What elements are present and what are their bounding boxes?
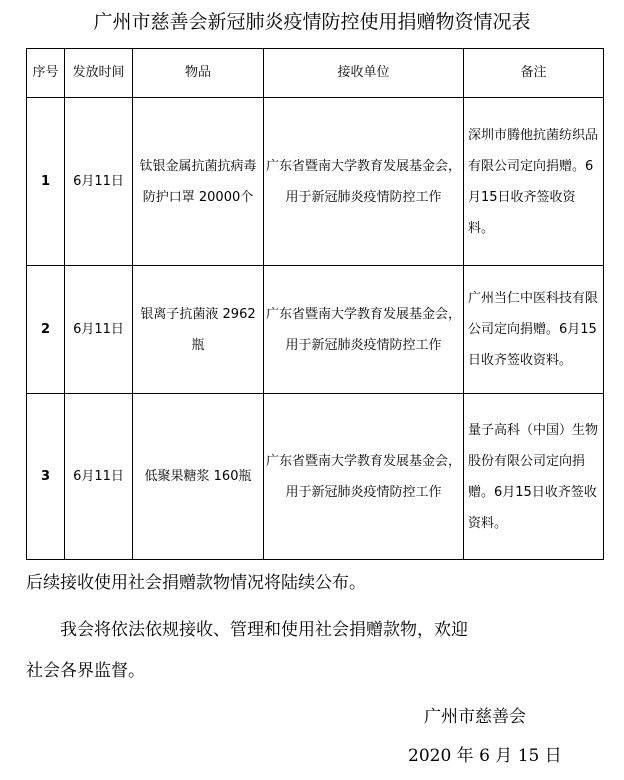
signature-org: 广州市慈善会 (424, 707, 526, 727)
cell-date: 6月11日 (65, 394, 133, 560)
header-date: 发放时间 (65, 49, 133, 98)
cell-note: 量子高科（中国）生物股份有限公司定向捐赠。6月15日收齐签收资料。 (464, 394, 604, 560)
cell-item: 低聚果糖浆 160瓶 (133, 394, 264, 560)
cell-receiver: 广东省暨南大学教育发展基金会，用于新冠肺炎疫情防控工作 (264, 394, 464, 560)
cell-seq: 1 (27, 98, 65, 266)
supervision-text-line2: 社会各界监督。 (26, 661, 145, 681)
cell-item: 钛银金属抗菌抗病毒防护口罩 20000个 (133, 98, 264, 266)
cell-seq: 3 (27, 394, 65, 560)
cell-date: 6月11日 (65, 266, 133, 394)
cell-receiver: 广东省暨南大学教育发展基金会，用于新冠肺炎疫情防控工作 (264, 98, 464, 266)
table-row (27, 266, 604, 394)
donation-table (26, 48, 604, 560)
table-header-row (27, 49, 604, 98)
follow-up-text: 后续接收使用社会捐赠款物情况将陆续公布。 (26, 573, 366, 593)
signature-date: 2020 年 6 月 15 日 (408, 746, 562, 766)
cell-seq: 2 (27, 266, 65, 394)
header-seq: 序号 (27, 49, 65, 98)
header-note: 备注 (464, 49, 604, 98)
page-title: 广州市慈善会新冠肺炎疫情防控使用捐赠物资情况表 (93, 11, 531, 33)
cell-item: 银离子抗菌液 2962瓶 (133, 266, 264, 394)
table-row (27, 98, 604, 266)
cell-note: 广州当仁中医科技有限公司定向捐赠。6月15日收齐签收资料。 (464, 266, 604, 394)
cell-note: 深圳市腾他抗菌纺织品有限公司定向捐赠。6月15日收齐签收资料。 (464, 98, 604, 266)
cell-date: 6月11日 (65, 98, 133, 266)
table-row (27, 394, 604, 560)
header-receiver: 接收单位 (264, 49, 464, 98)
header-item: 物品 (133, 49, 264, 98)
cell-receiver: 广东省暨南大学教育发展基金会，用于新冠肺炎疫情防控工作 (264, 266, 464, 394)
supervision-text-line1: 我会将依法依规接收、管理和使用社会捐赠款物，欢迎 (60, 620, 468, 640)
